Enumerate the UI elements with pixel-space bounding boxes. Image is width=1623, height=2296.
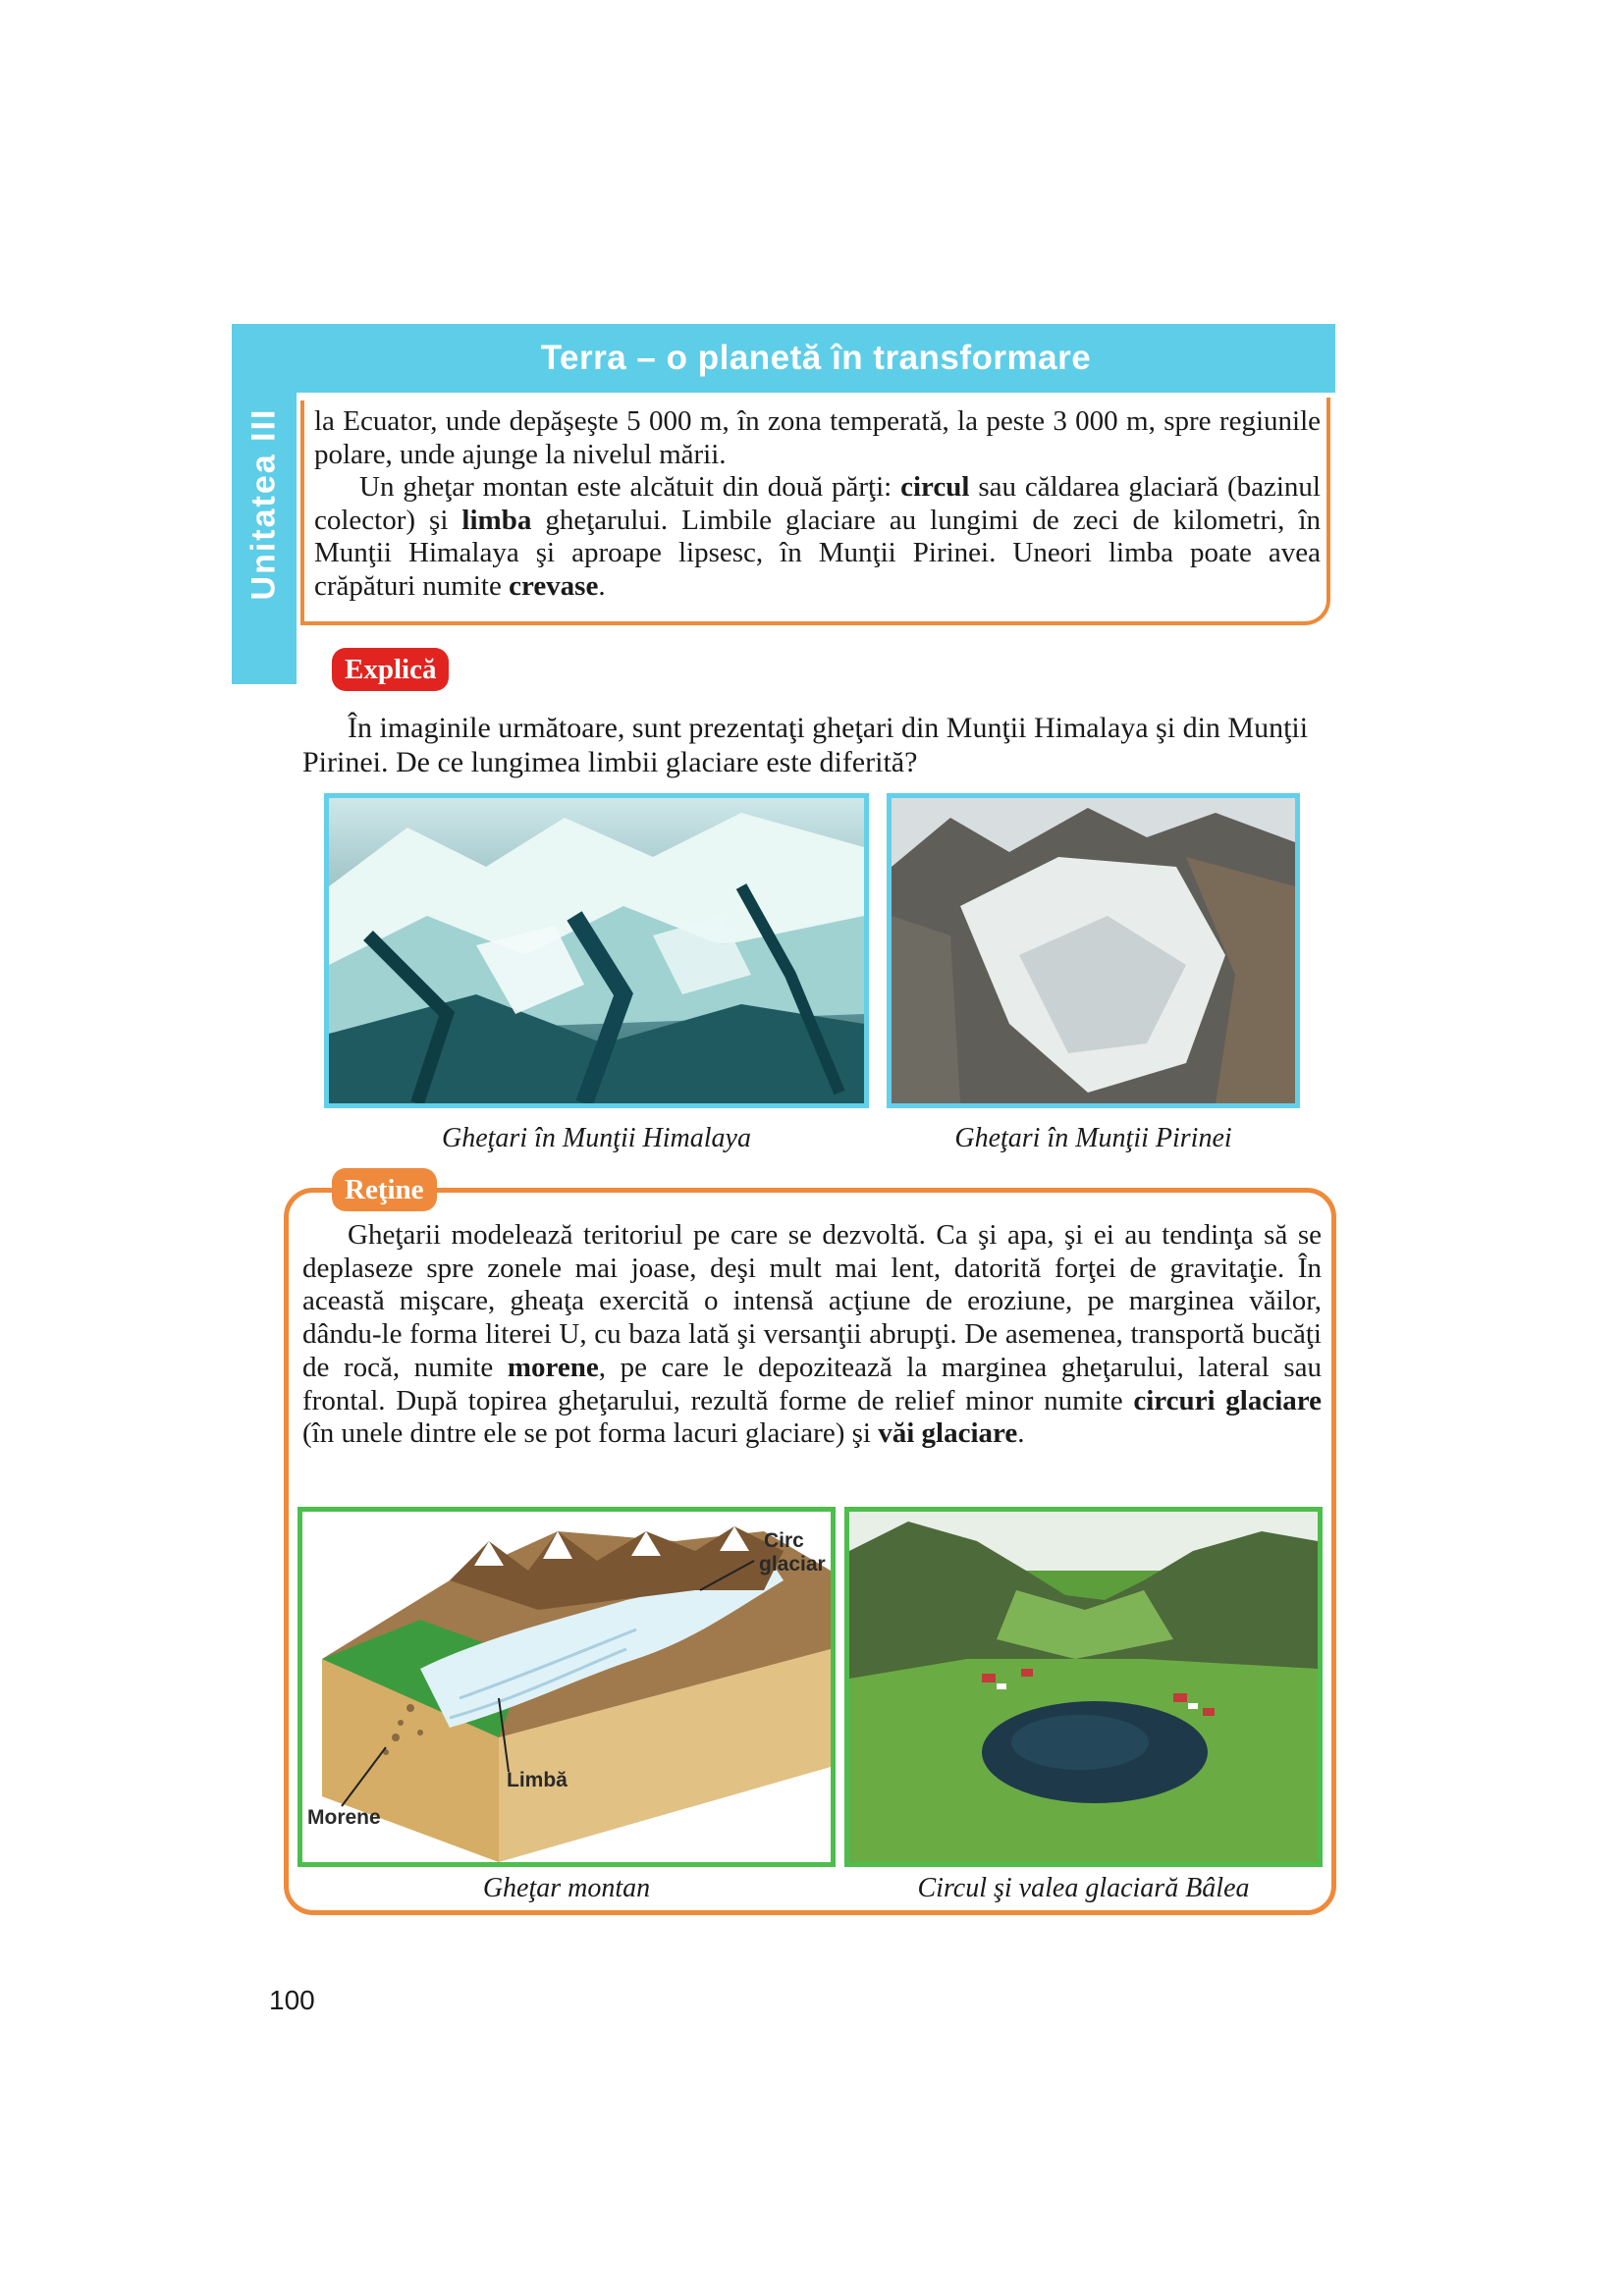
intro-text bbox=[314, 405, 1321, 603]
explica-question: În imaginile următoare, sunt prezentaţi gheţari din Munţii Himalaya şi din Munţii Pirinei. De ce lungimea limbii glaciare este diferită? bbox=[302, 712, 1309, 778]
diagram-label-circ: Circ bbox=[764, 1529, 804, 1552]
explica-badge: Explică bbox=[332, 648, 449, 691]
retine-badge: Reţine bbox=[332, 1168, 437, 1211]
term-vai-glaciare: văi glaciare bbox=[878, 1417, 1018, 1450]
term-circuri-glaciare: circuri glaciare bbox=[1133, 1384, 1322, 1416]
term-circul: circul bbox=[900, 471, 970, 503]
diagram-label-limba: Limbă bbox=[507, 1769, 568, 1791]
intro-paragraph-1: la Ecuator, unde depăşeşte 5 000 m, în zona temperată, la peste 3 000 m, spre regiunile polare, unde ajunge la nivelul mării. bbox=[314, 405, 1321, 470]
glacier-diagram bbox=[298, 1507, 836, 1867]
pirinei-glacier-photo bbox=[887, 793, 1300, 1108]
term-limba: limba bbox=[461, 504, 532, 536]
balea-lake-photo bbox=[844, 1507, 1323, 1867]
term-crevase: crevase bbox=[509, 569, 599, 602]
chapter-title: Terra – o planetă în transformare bbox=[540, 339, 1092, 377]
chapter-header bbox=[232, 324, 1335, 393]
page-number: 100 bbox=[269, 1985, 315, 2015]
diagram-label-glaciar: glaciar bbox=[759, 1553, 826, 1575]
himalaya-caption: Gheţari în Munţii Himalaya bbox=[442, 1123, 751, 1153]
term-morene: morene bbox=[507, 1351, 599, 1383]
intro-box-left-border bbox=[300, 400, 304, 621]
unit-label: Unitatea III bbox=[244, 407, 283, 601]
diagram-label-morene: Morene bbox=[307, 1806, 381, 1829]
diagram-caption: Gheţar montan bbox=[482, 1873, 651, 1903]
himalaya-glacier-photo bbox=[324, 793, 869, 1108]
pirinei-caption: Gheţari în Munţii Pirinei bbox=[954, 1123, 1232, 1153]
retine-text: Gheţarii modelează teritoriul pe care se dezvoltă. Ca şi apa, şi ei au tendinţa să se deplaseze spre zonele mai joase, deşi mult mai lent, datorită forţei de gravitaţie. În această mişcare, gheaţa exercită o intensă acţiune de eroziune, pe marginea văilor, dându-le forma literei U, cu baza lată şi versanţii abrupţi. De asemenea, transportă bucăţi de rocă, numite morene, pe care le depozitează la marginea gheţarului, lateral sau frontal. După topirea gheţarului, rezultă forme de relief minor numite circuri glaciare (în unele dintre ele se pot forma lacuri glaciare) şi văi glaciare. bbox=[302, 1219, 1322, 1450]
balea-caption: Circul şi valea glaciară Bâlea bbox=[917, 1873, 1250, 1903]
intro-paragraph-2: Un gheţar montan este alcătuit din două părţi: circul sau căldarea glaciară (bazinul colector) şi limba gheţarului. Limbile glaciare au lungimi de zeci de kilometri, în Munţii Himalaya şi aproape lipsesc, în Munţii Pirinei. Uneori limba poate avea crăpături numite crevase. bbox=[314, 471, 1322, 602]
